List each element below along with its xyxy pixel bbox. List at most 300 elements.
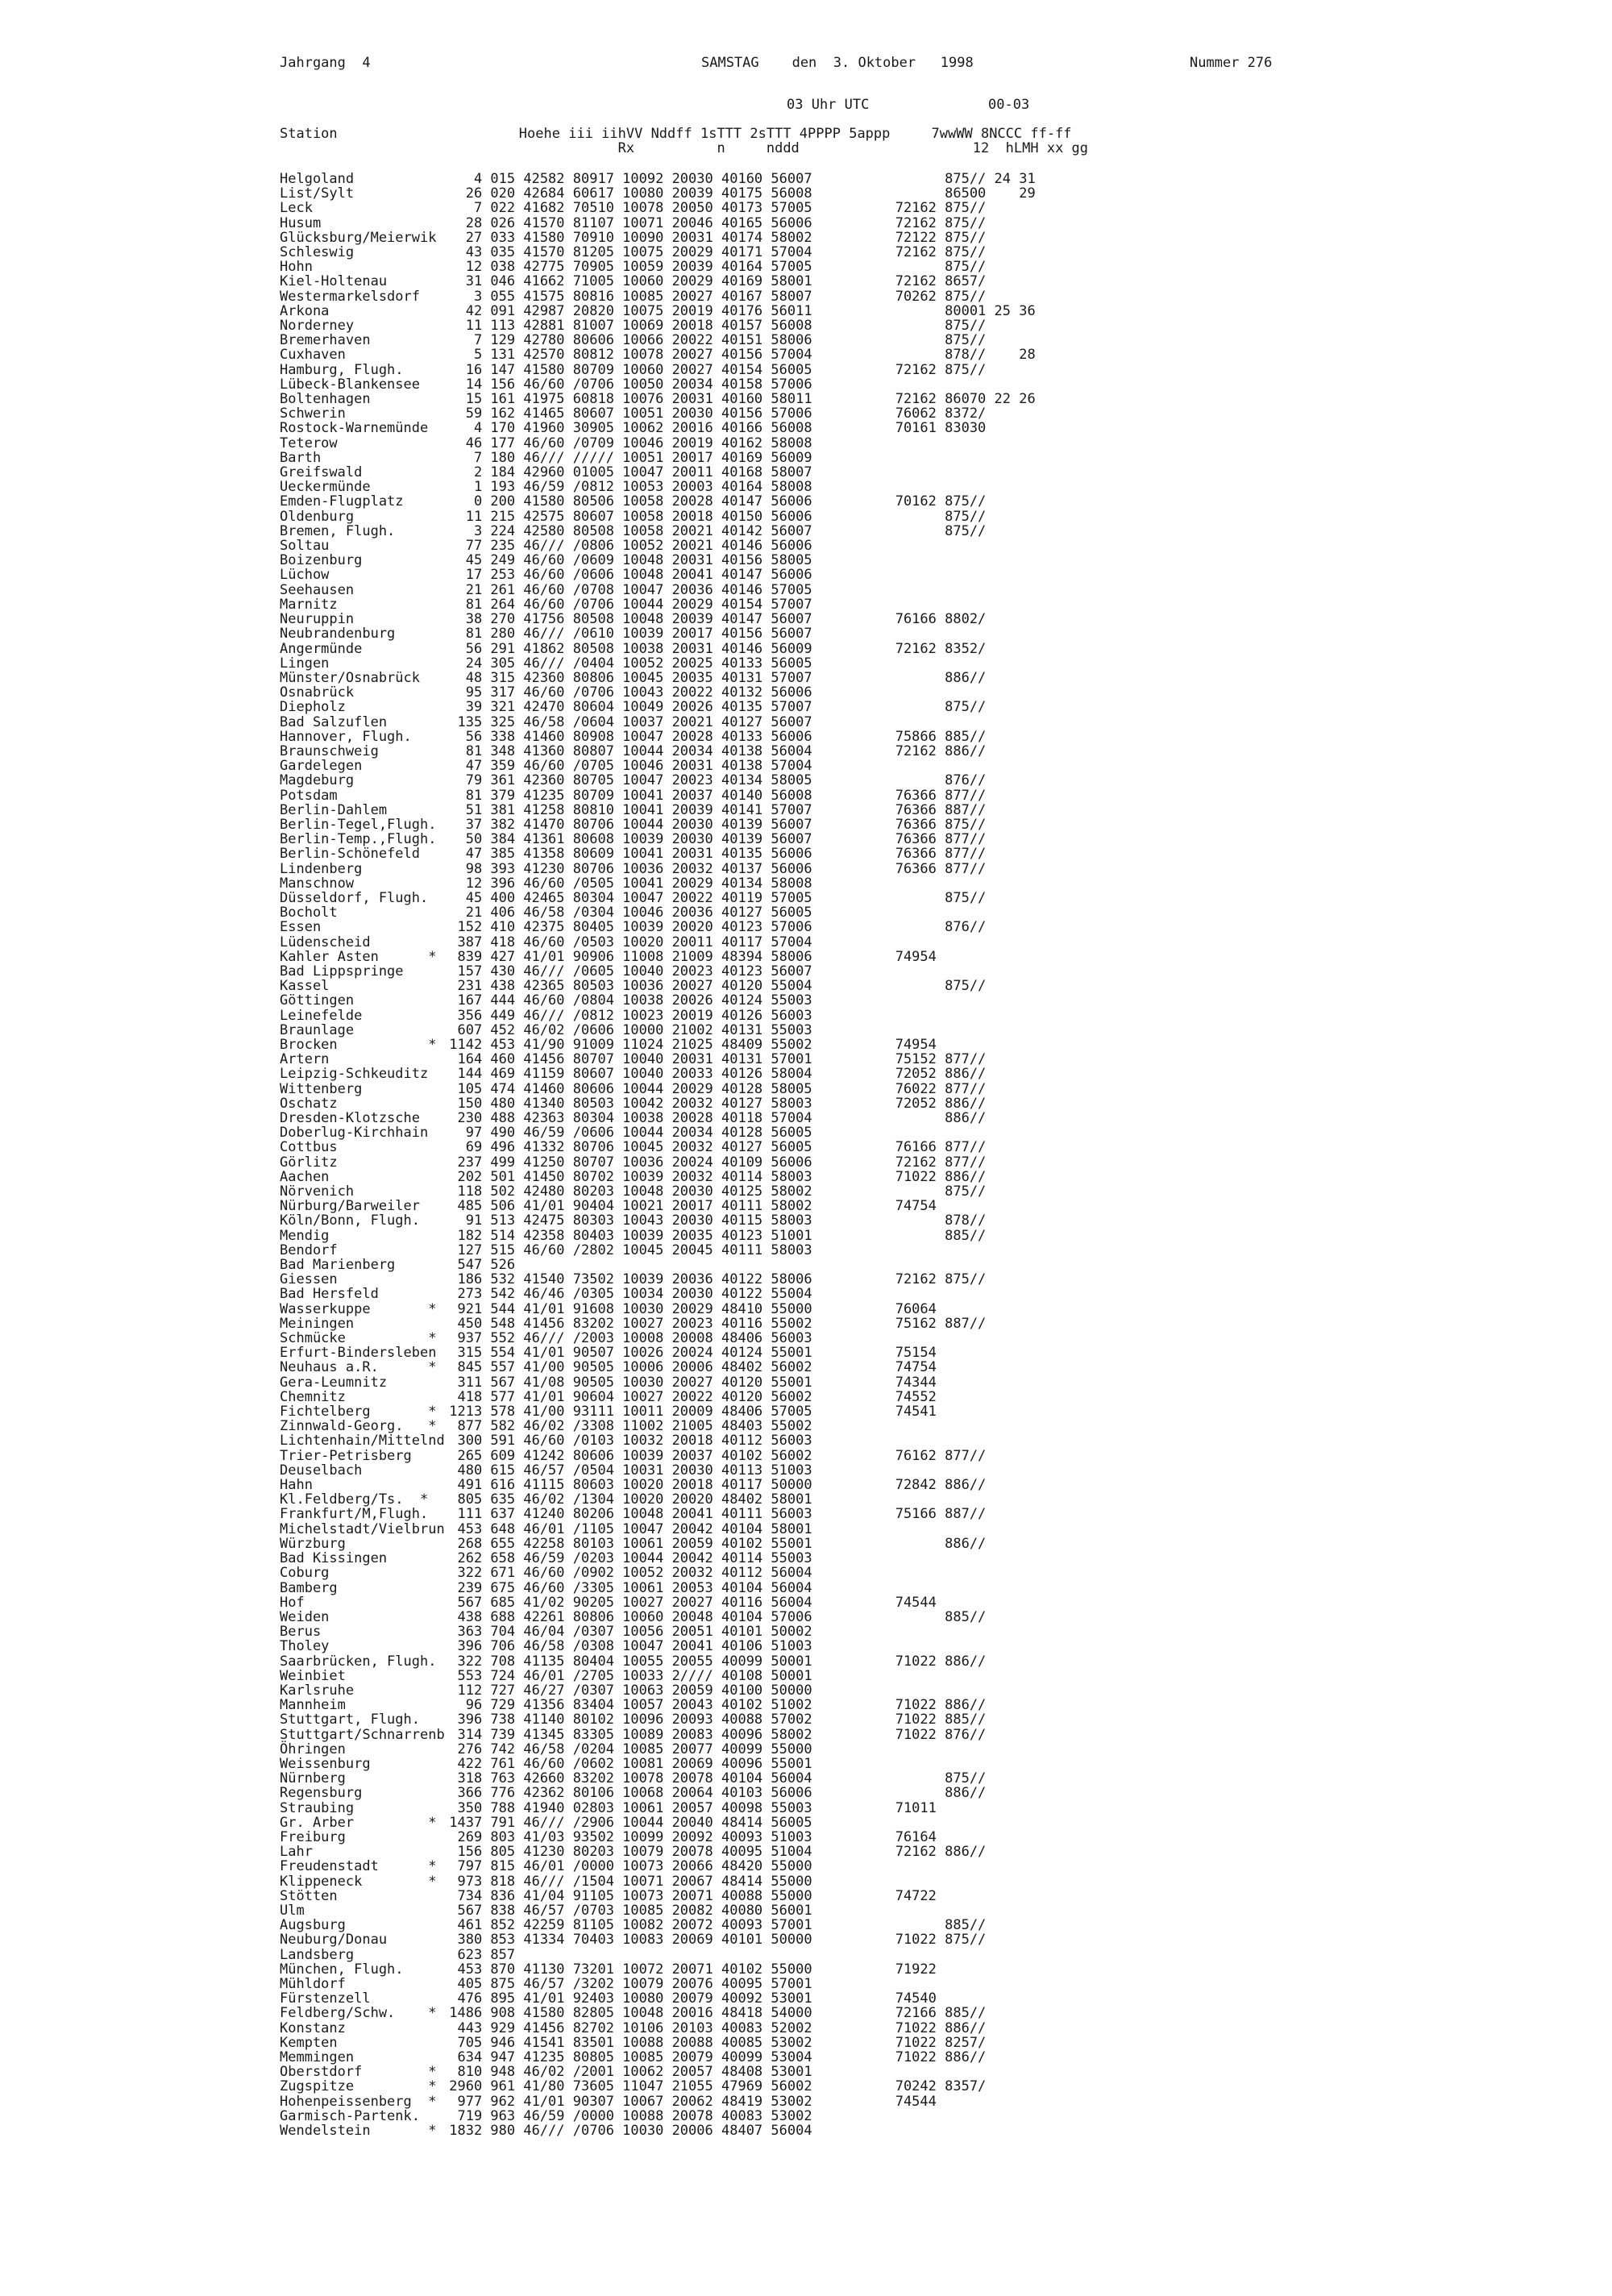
extra-group-row: 72166 885// <box>870 2005 987 2022</box>
synop-row: 547 526 <box>441 1257 516 1274</box>
extra-group-row <box>870 1977 1036 1991</box>
synop-row: 164 460 41456 80707 10040 20031 40131 57001 <box>441 1051 812 1068</box>
synop-row: 81 348 41360 80807 10044 20034 40138 56004 <box>441 742 812 759</box>
extra-group-row: 74541 <box>870 1404 937 1420</box>
station-name: Lahr <box>280 1844 313 1861</box>
station-name: Weinbiet <box>280 1667 346 1684</box>
station-name: Rostock-Warnemünde <box>280 420 429 437</box>
synop-row: 15 161 41975 60818 10076 20031 40160 58011 <box>441 391 812 408</box>
synop-row: 485 506 41/01 90404 10021 20017 40111 58002 <box>441 1198 812 1215</box>
extra-group-row <box>870 1522 1036 1537</box>
station-name: Doberlug-Kirchhain <box>280 1125 429 1142</box>
station-name: Bad Kissingen <box>280 1550 388 1567</box>
extra-group-row: 75866 885// <box>870 728 987 745</box>
synop-row: 0 200 41580 80506 10058 20028 40147 56006 <box>441 493 812 510</box>
synop-row: 977 962 41/01 90307 10067 20062 48419 53002 <box>441 2093 812 2110</box>
extra-group-row: 71022 8257/ <box>870 2034 987 2051</box>
extra-group-row <box>870 1258 1036 1272</box>
synop-row: 273 542 46/46 /0305 10034 20030 40122 55004 <box>441 1286 812 1303</box>
station-name: Magdeburg <box>280 772 355 789</box>
extra-group-row: 876// <box>870 919 987 936</box>
extra-group-row: 885// <box>870 1227 987 1244</box>
extra-group-row: 76366 875// <box>870 816 987 833</box>
synop-row: 300 591 46/60 /0103 10032 20018 40112 56003 <box>441 1433 812 1450</box>
extra-group-row: 76366 877// <box>870 860 987 877</box>
station-name: Ulm <box>280 1902 305 1919</box>
station-name: Dresden-Klotzsche <box>280 1110 420 1126</box>
station-name: Husum <box>280 214 322 231</box>
extra-group-row: 878// <box>870 1212 987 1229</box>
station-name: List/Sylt <box>280 185 355 202</box>
station-name: Norderney <box>280 318 355 335</box>
synop-row: 1142 453 41/90 91009 11024 21025 48409 55002 <box>441 1036 812 1053</box>
extra-group-row <box>870 993 1036 1008</box>
station-name: Hannover, Flugh. <box>280 728 412 745</box>
synop-row: 26 020 42684 60617 10080 20039 40175 56008 <box>441 185 812 202</box>
synop-row: 380 853 41334 70403 10083 20069 40101 50000 <box>441 1932 812 1949</box>
synop-row: 7 129 42780 80606 10066 20022 40151 58006 <box>441 332 812 349</box>
extra-group-row: 76366 887// <box>870 801 987 818</box>
extra-group-row: 71022 886// <box>870 2049 987 2065</box>
station-name: Deuselbach <box>280 1462 363 1479</box>
extra-group-row: 886// <box>870 1110 987 1126</box>
synop-row: 797 815 46/01 /0000 10073 20066 48420 55000 <box>441 1858 812 1875</box>
synop-row: 38 270 41756 80508 10048 20039 40147 56007 <box>441 611 812 628</box>
extra-group-row <box>870 451 1036 465</box>
station-name: Düsseldorf, Flugh. <box>280 889 429 906</box>
synop-row: 405 875 46/57 /3202 10079 20076 40095 57001 <box>441 1975 812 1992</box>
station-name: Boltenhagen <box>280 391 371 408</box>
station-name: Augsburg <box>280 1917 346 1934</box>
synop-row: 11 215 42575 80607 10058 20018 40150 56006 <box>441 508 812 525</box>
station-name: Marnitz <box>280 596 338 613</box>
station-name: Hof <box>280 1594 305 1611</box>
synop-row: 157 430 46/// /0605 10040 20023 40123 56007 <box>441 963 812 980</box>
station-name: Kl.Feldberg/Ts. * <box>280 1491 429 1508</box>
extra-group-row <box>870 1433 1036 1448</box>
synop-row: 705 946 41541 83501 10088 20088 40085 53002 <box>441 2034 812 2051</box>
extra-group-row: 70262 875// <box>870 288 987 305</box>
station-name: Feldberg/Schw. * <box>280 2005 437 2022</box>
synop-row: 16 147 41580 80709 10060 20027 40154 56005 <box>441 361 812 378</box>
extra-group-row: 74544 <box>870 1594 937 1611</box>
station-name: Emden-Flugplatz <box>280 493 404 510</box>
extra-group-row <box>870 1551 1036 1566</box>
extra-group-row <box>870 568 1036 582</box>
extra-group-row <box>870 1023 1036 1038</box>
synop-row: 322 671 46/60 /0902 10052 20032 40112 56004 <box>441 1565 812 1582</box>
station-name: Giessen <box>280 1271 338 1288</box>
station-name: Stötten <box>280 1887 338 1904</box>
synop-row: 4 170 41960 30905 10062 20016 40166 56008 <box>441 420 812 437</box>
station-name: Berlin-Schönefeld <box>280 846 420 863</box>
synop-row: 438 688 42261 80806 10060 20048 40104 57006 <box>441 1608 812 1625</box>
synop-row: 77 235 46/// /0806 10052 20021 40146 56006 <box>441 538 812 555</box>
extra-group-row: 886// <box>870 1535 987 1552</box>
station-name: Oldenburg <box>280 508 355 525</box>
station-name: Bad Salzuflen <box>280 713 388 730</box>
synop-row: 56 338 41460 80908 10047 20028 40133 56006 <box>441 728 812 745</box>
station-name: Wendelstein * <box>280 2123 437 2140</box>
station-name: Bremerhaven <box>280 332 371 349</box>
station-name: Konstanz <box>280 2019 346 2036</box>
station-name: Fürstenzell <box>280 1990 371 2007</box>
extra-group-row: 76064 <box>870 1300 937 1317</box>
extra-group-row: 885// <box>870 1917 987 1934</box>
station-name: Cottbus <box>280 1139 338 1156</box>
extra-group-row <box>870 1903 1036 1918</box>
synop-row: 453 648 46/01 /1105 10047 20042 40104 58001 <box>441 1520 812 1537</box>
synop-row: 1832 980 46/// /0706 10030 20006 48407 56004 <box>441 2123 812 2140</box>
station-name: Berlin-Temp.,Flugh. <box>280 831 437 848</box>
extra-group-row: 875// <box>870 978 987 995</box>
station-name: Memmingen <box>280 2049 355 2065</box>
extra-group-row <box>870 685 1036 700</box>
extra-group-row <box>870 1742 1036 1757</box>
synop-row: 12 038 42775 70905 10059 20039 40164 57005 <box>441 259 812 276</box>
synop-row: 150 480 41340 80503 10042 20032 40127 58003 <box>441 1095 812 1112</box>
synop-row: 276 742 46/58 /0204 10085 20077 40099 55000 <box>441 1741 812 1757</box>
station-name: Göttingen <box>280 992 355 1009</box>
synop-row: 877 582 46/02 /3308 11002 21005 48403 55002 <box>441 1418 812 1435</box>
synop-row: 921 544 41/01 91608 10030 20029 48410 55000 <box>441 1300 812 1317</box>
synop-row: 48 315 42360 80806 10045 20035 40131 57007 <box>441 669 812 686</box>
extra-group-row <box>870 597 1036 612</box>
station-name: Ueckermünde <box>280 479 371 496</box>
station-name: Mühldorf <box>280 1975 346 1992</box>
extra-group-row <box>870 715 1036 730</box>
station-name: Greifswald <box>280 464 363 481</box>
station-name: Kempten <box>280 2034 338 2051</box>
extra-group-row <box>870 1669 1036 1683</box>
station-name: Neubrandenburg <box>280 626 396 643</box>
time-range-label: 00-03 <box>988 97 1030 113</box>
synop-row: 476 895 41/01 92403 10080 20079 40092 53001 <box>441 1990 812 2007</box>
synop-row: 43 035 41570 81205 10075 20029 40171 57004 <box>441 244 812 261</box>
extra-group-row <box>870 2109 1036 2123</box>
synop-row: 623 857 <box>441 1946 516 1963</box>
station-name: Teterow <box>280 435 338 451</box>
synop-row: 112 727 46/27 /0307 10063 20059 40100 50000 <box>441 1682 812 1699</box>
station-name: Garmisch-Partenk. <box>280 2107 420 2124</box>
station-name: Neuhaus a.R. * <box>280 1359 437 1376</box>
station-name: Tholey <box>280 1638 330 1655</box>
extra-group-row: 72162 86070 22 26 <box>870 391 1036 408</box>
station-name: Wasserkuppe * <box>280 1300 437 1317</box>
synop-row: 1 193 46/59 /0812 10053 20003 40164 58008 <box>441 479 812 496</box>
station-name: Michelstadt/Vielbrun <box>280 1520 445 1537</box>
synop-row: 396 738 41140 80102 10096 20093 40088 57002 <box>441 1712 812 1728</box>
synop-row: 607 452 46/02 /0606 10000 21002 40131 55003 <box>441 1021 812 1038</box>
synop-row: 21 406 46/58 /0304 10046 20036 40127 56005 <box>441 905 812 921</box>
extra-group-row: 75152 877// <box>870 1051 987 1068</box>
station-name: Lüchow <box>280 567 330 584</box>
station-name: Osnabrück <box>280 684 355 701</box>
extra-group-row <box>870 1243 1036 1258</box>
station-name: Potsdam <box>280 787 338 804</box>
issue-number: Nummer 276 <box>1190 55 1273 71</box>
station-name: Weissenburg <box>280 1755 371 1772</box>
station-name: Saarbrücken, Flugh. <box>280 1653 437 1670</box>
station-name: Weiden <box>280 1608 330 1625</box>
supplementary-group-column <box>870 172 1036 2138</box>
synop-row: 47 385 41358 80609 10041 20031 40135 56006 <box>441 846 812 863</box>
synop-row: 167 444 46/60 /0804 10038 20026 40124 55003 <box>441 992 812 1009</box>
synop-row: 230 488 42363 80304 10038 20028 40118 57004 <box>441 1110 812 1126</box>
extra-group-row: 76366 877// <box>870 787 987 804</box>
synop-row: 311 567 41/08 90505 10030 20027 40120 55001 <box>441 1374 812 1391</box>
extra-group-row: 875// <box>870 522 987 539</box>
extra-group-row: 75162 887// <box>870 1315 987 1332</box>
extra-group-row <box>870 465 1036 480</box>
date-line: SAMSTAG den 3. Oktober 1998 <box>701 55 974 71</box>
station-name: Lingen <box>280 655 330 672</box>
station-name-column <box>280 172 445 2138</box>
extra-group-row: 72052 886// <box>870 1095 987 1112</box>
station-name: Kahler Asten * <box>280 948 437 965</box>
synop-row: 98 393 41230 80706 10036 20032 40137 56006 <box>441 860 812 877</box>
extra-group-row: 74754 <box>870 1198 937 1215</box>
extra-group-row: 70242 8357/ <box>870 2078 987 2095</box>
extra-group-row <box>870 1125 1036 1140</box>
station-name: Angermünde <box>280 640 363 657</box>
station-name: Braunschweig <box>280 742 379 759</box>
synop-row: 79 361 42360 80705 10047 20023 40134 58005 <box>441 772 812 789</box>
extra-group-row: 72122 875// <box>870 229 987 246</box>
synop-row: 2 184 42960 01005 10047 20011 40168 58007 <box>441 464 812 481</box>
station-name: Hohn <box>280 259 313 276</box>
station-name: Barth <box>280 449 322 466</box>
station-name: Coburg <box>280 1565 330 1582</box>
synop-row: 96 729 41356 83404 10057 20043 40102 51002 <box>441 1697 812 1714</box>
synop-row: 1213 578 41/00 93111 10011 20009 48406 57005 <box>441 1404 812 1420</box>
extra-group-row: 74544 <box>870 2093 937 2110</box>
synop-row: 144 469 41159 80607 10040 20033 40126 58004 <box>441 1066 812 1083</box>
synop-row: 1437 791 46/// /2906 10044 20040 48414 56005 <box>441 1814 812 1831</box>
station-name: Nürburg/Barweiler <box>280 1198 420 1215</box>
synop-row: 350 788 41940 02803 10061 20057 40098 55003 <box>441 1799 812 1816</box>
station-name: Neuruppin <box>280 611 355 628</box>
station-name: Oschatz <box>280 1095 338 1112</box>
synop-row: 24 305 46/// /0404 10052 20025 40133 56005 <box>441 655 812 672</box>
extra-group-row: 76022 877// <box>870 1080 987 1097</box>
extra-group-row <box>870 876 1036 891</box>
synop-row: 237 499 41250 80707 10036 20024 40109 56006 <box>441 1154 812 1171</box>
extra-group-row: 76366 877// <box>870 846 987 863</box>
extra-group-row: 875// <box>870 1770 987 1787</box>
extra-group-row: 71022 886// <box>870 2019 987 2036</box>
extra-group-row: 74540 <box>870 1990 937 2007</box>
extra-group-row <box>870 964 1036 979</box>
synop-row: 491 616 41115 80603 10020 20018 40117 50000 <box>441 1477 812 1494</box>
extra-group-row <box>870 1816 1036 1830</box>
synop-row: 21 261 46/60 /0708 10047 20036 40146 57005 <box>441 581 812 598</box>
extra-group-row: 74344 <box>870 1374 937 1391</box>
station-name: Erfurt-Bindersleben <box>280 1345 437 1362</box>
synop-row: 42 091 42987 20820 10075 20019 40176 56011 <box>441 302 812 319</box>
synop-row: 39 321 42470 80604 10049 20026 40135 57007 <box>441 699 812 716</box>
extra-group-row: 72162 8657/ <box>870 273 987 290</box>
extra-group-row: 76164 <box>870 1828 937 1845</box>
synop-row: 396 706 46/58 /0308 10047 20041 40106 51003 <box>441 1638 812 1655</box>
station-name: Trier-Petrisberg <box>280 1447 412 1464</box>
extra-group-row: 72162 875// <box>870 361 987 378</box>
station-name: Cuxhaven <box>280 347 346 364</box>
extra-group-row <box>870 1683 1036 1698</box>
station-name: Görlitz <box>280 1154 338 1171</box>
extra-group-row <box>870 553 1036 568</box>
synop-row: 97 490 46/59 /0606 10044 20034 40128 56005 <box>441 1125 812 1142</box>
station-name: Schleswig <box>280 244 355 261</box>
station-name: Helgoland <box>280 171 355 187</box>
extra-group-row <box>870 1287 1036 1301</box>
extra-group-row: 72162 875// <box>870 214 987 231</box>
extra-group-row: 71011 <box>870 1799 937 1816</box>
synop-row: 59 162 41465 80607 10051 20030 40156 57006 <box>441 406 812 422</box>
station-name: Mannheim <box>280 1697 346 1714</box>
synop-row: 14 156 46/60 /0706 10050 20034 40158 57006 <box>441 376 812 393</box>
station-name: Leck <box>280 200 313 217</box>
extra-group-row <box>870 583 1036 597</box>
synop-row: 937 552 46/// /2003 10008 20008 48406 56003 <box>441 1330 812 1347</box>
extra-group-row: 875// <box>870 1183 987 1200</box>
station-name: Lübeck-Blankensee <box>280 376 420 393</box>
extra-group-row: 72162 886// <box>870 742 987 759</box>
station-name: Regensburg <box>280 1785 363 1802</box>
station-name: Chemnitz <box>280 1388 346 1405</box>
extra-group-row: 70161 83030 <box>870 420 987 437</box>
extra-group-row: 71922 <box>870 1961 937 1978</box>
synop-row: 265 609 41242 80606 10039 20037 40102 56002 <box>441 1447 812 1464</box>
synop-row: 845 557 41/00 90505 10006 20006 48402 56002 <box>441 1359 812 1376</box>
synop-row: 45 249 46/60 /0609 10048 20031 40156 58005 <box>441 552 812 569</box>
extra-group-row: 875// <box>870 699 987 716</box>
station-name: Fichtelberg * <box>280 1404 437 1420</box>
station-name: Bendorf <box>280 1242 338 1258</box>
extra-group-row <box>870 1948 1036 1962</box>
column-header-row-2: Rx n nddd 12 hLMH xx gg <box>280 140 1089 156</box>
synop-row: 239 675 46/60 /3305 10061 20053 40104 56004 <box>441 1579 812 1596</box>
station-name: Würzburg <box>280 1535 346 1552</box>
synop-row: 480 615 46/57 /0504 10031 20030 40113 51003 <box>441 1462 812 1479</box>
extra-group-row: 86500 29 <box>870 185 1036 202</box>
column-header-row-1: Station Hoehe iii iihVV Nddff 1sTTT 2sTTT 4PPPP 5appp 7wwWW 8NCCC ff-ff <box>280 126 1072 142</box>
synop-row: 105 474 41460 80606 10044 20029 40128 58005 <box>441 1080 812 1097</box>
synop-row: 31 046 41662 71005 10060 20029 40169 58001 <box>441 273 812 290</box>
synop-row: 453 870 41130 73201 10072 20071 40102 55000 <box>441 1961 812 1978</box>
synop-row: 443 929 41456 82702 10106 20103 40083 52002 <box>441 2019 812 2036</box>
synop-row: 2960 961 41/80 73605 11047 21055 47969 56002 <box>441 2078 812 2095</box>
synop-row: 1486 908 41580 82805 10048 20016 48418 54000 <box>441 2005 812 2022</box>
station-name: Lichtenhain/Mittelnd <box>280 1433 445 1450</box>
extra-group-row: 72162 875// <box>870 200 987 217</box>
station-name: Oberstdorf * <box>280 2064 437 2081</box>
synop-row: 182 514 42358 80403 10039 20035 40123 51001 <box>441 1227 812 1244</box>
extra-group-row <box>870 377 1036 392</box>
extra-group-row: 74954 <box>870 948 937 965</box>
station-name: Seehausen <box>280 581 355 598</box>
station-name: Boizenburg <box>280 552 363 569</box>
station-name: Braunlage <box>280 1021 355 1038</box>
station-name: Berus <box>280 1624 322 1641</box>
station-name: Mendig <box>280 1227 330 1244</box>
extra-group-row: 80001 25 36 <box>870 302 1036 319</box>
synop-row: 11 113 42881 81007 10069 20018 40157 56008 <box>441 318 812 335</box>
extra-group-row <box>870 905 1036 920</box>
synop-row: 366 776 42362 80106 10068 20064 40103 56006 <box>441 1785 812 1802</box>
station-name: Gera-Leumnitz <box>280 1374 388 1391</box>
synop-row: 3 224 42580 80508 10058 20021 40142 56007 <box>441 522 812 539</box>
extra-group-row: 76366 877// <box>870 831 987 848</box>
station-name: Westermarkelsdorf <box>280 288 420 305</box>
synop-row: 81 379 41235 80709 10041 20037 40140 56008 <box>441 787 812 804</box>
synop-row: 17 253 46/60 /0606 10048 20041 40147 56006 <box>441 567 812 584</box>
extra-group-row: 878// 28 <box>870 347 1036 364</box>
station-name: Landsberg <box>280 1946 355 1963</box>
station-name: Berlin-Tegel,Flugh. <box>280 816 437 833</box>
synop-row: 5 131 42570 80812 10078 20027 40156 57004 <box>441 347 812 364</box>
synop-row: 47 359 46/60 /0705 10046 20031 40138 57004 <box>441 758 812 775</box>
station-name: Bad Hersfeld <box>280 1286 379 1303</box>
synop-row: 81 264 46/60 /0706 10044 20029 40154 57007 <box>441 596 812 613</box>
extra-group-row: 76166 8802/ <box>870 611 987 628</box>
extra-group-row <box>870 1566 1036 1580</box>
synop-row: 567 685 41/02 90205 10027 20027 40116 56004 <box>441 1594 812 1611</box>
synop-row: 269 803 41/03 93502 10099 20092 40093 51003 <box>441 1828 812 1845</box>
synop-row: 318 763 42660 83202 10078 20078 40104 56004 <box>441 1770 812 1787</box>
extra-group-row <box>870 436 1036 451</box>
extra-group-row: 875// <box>870 318 987 335</box>
synop-row: 839 427 41/01 90906 11008 21009 48394 58006 <box>441 948 812 965</box>
station-name: Öhringen <box>280 1741 346 1757</box>
synop-row: 450 548 41456 83202 10027 20023 40116 55002 <box>441 1315 812 1332</box>
extra-group-row: 875// 24 31 <box>870 171 1036 187</box>
extra-group-row <box>870 1757 1036 1771</box>
extra-group-row <box>870 539 1036 553</box>
synop-row: 12 396 46/60 /0505 10041 20029 40134 58008 <box>441 875 812 892</box>
extra-group-row: 72052 886// <box>870 1066 987 1083</box>
extra-group-row <box>870 935 1036 950</box>
extra-group-row: 72162 886// <box>870 1844 987 1861</box>
extra-group-row <box>870 1009 1036 1023</box>
synop-row: 634 947 41235 80805 10085 20079 40099 53004 <box>441 2049 812 2065</box>
station-name: Gr. Arber * <box>280 1814 437 1831</box>
synop-row: 314 739 41345 83305 10089 20083 40096 58002 <box>441 1726 812 1743</box>
extra-group-row: 74954 <box>870 1036 937 1053</box>
extra-group-row <box>870 656 1036 671</box>
extra-group-row: 72162 877// <box>870 1154 987 1171</box>
station-name: Klippeneck * <box>280 1873 437 1890</box>
extra-group-row <box>870 1874 1036 1889</box>
synop-row: 418 577 41/01 90604 10027 20022 40120 56002 <box>441 1388 812 1405</box>
extra-group-row: 75166 887// <box>870 1506 987 1523</box>
extra-group-row: 885// <box>870 1608 987 1625</box>
station-name: Leipzig-Schkeuditz <box>280 1066 429 1083</box>
synop-row: 28 026 41570 81107 10071 20046 40165 56006 <box>441 214 812 231</box>
synop-row: 553 724 46/01 /2705 10033 2//// 40108 50001 <box>441 1667 812 1684</box>
extra-group-row <box>870 2065 1036 2079</box>
station-name: Essen <box>280 919 322 936</box>
extra-group-row <box>870 626 1036 641</box>
extra-group-row: 71022 885// <box>870 1712 987 1728</box>
station-name: Manschnow <box>280 875 355 892</box>
synop-row: 127 515 46/60 /2802 10045 20045 40111 58003 <box>441 1242 812 1258</box>
synop-row: 719 963 46/59 /0000 10088 20078 40083 53002 <box>441 2107 812 2124</box>
station-name: Wittenberg <box>280 1080 363 1097</box>
extra-group-row: 876// <box>870 772 987 789</box>
extra-group-row: 886// <box>870 669 987 686</box>
extra-group-row <box>870 1492 1036 1507</box>
